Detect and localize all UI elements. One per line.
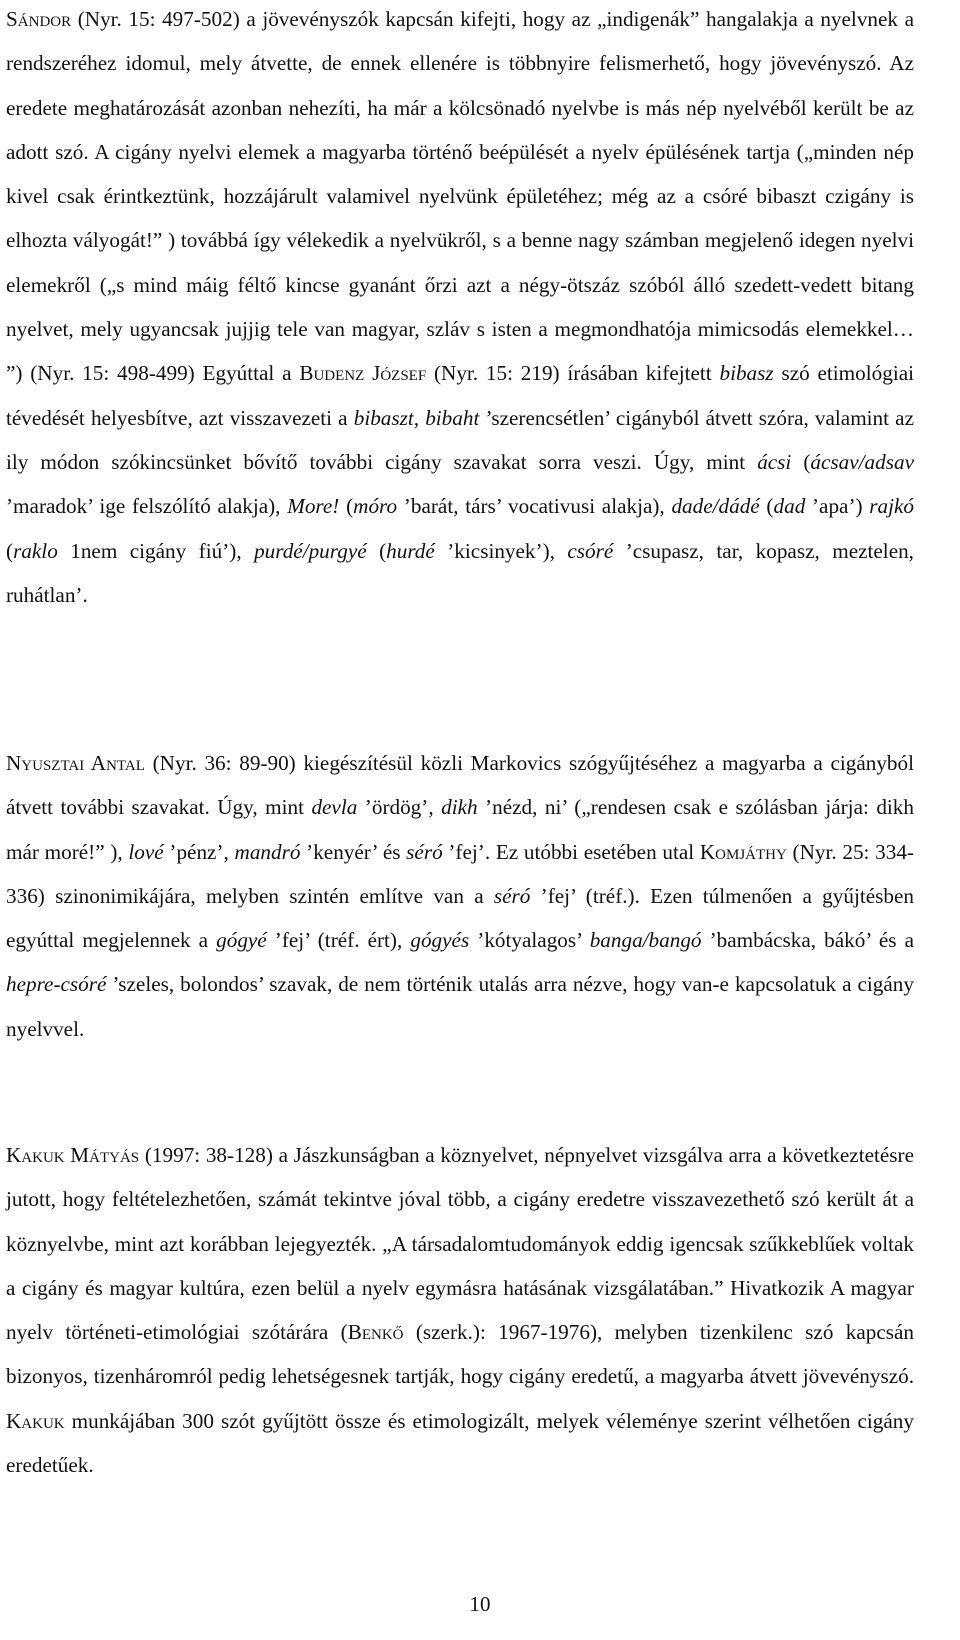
text-run: ’apa’) xyxy=(805,494,870,519)
italic-term: hurdé xyxy=(386,538,435,563)
author-name: Budenz József xyxy=(299,361,427,386)
italic-term: gógyés xyxy=(410,928,470,953)
text-run: (Nyr. 36: 89-90) kiegészítésül közli Markovics szógyűjtéséhez a magyarba a cigányból átvett további szavakat. Úgy, mint xyxy=(6,751,915,820)
author-name: Benkő xyxy=(347,1320,404,1345)
italic-term: séró xyxy=(406,839,443,864)
italic-term: mandró xyxy=(234,839,301,864)
italic-term: gógyé xyxy=(216,928,267,953)
paragraph-nyusztai xyxy=(6,741,914,1051)
italic-term: dad xyxy=(773,494,806,519)
text-run: ’kótyalagos’ xyxy=(469,928,590,953)
paragraph-kakuk xyxy=(6,1133,914,1487)
text-run: ’csupasz, tar, kopasz, meztelen, ruhátlan’. xyxy=(6,538,914,607)
text-run: ’ördög’, xyxy=(357,795,442,820)
page-number: 10 xyxy=(469,1592,491,1616)
text-run: ( xyxy=(6,538,14,563)
italic-term: dikh xyxy=(441,795,478,820)
text-run: ( xyxy=(759,494,774,519)
text-run: ’bambácska, bákó’ és a xyxy=(701,928,915,953)
author-name: Komjáthy xyxy=(699,839,787,864)
text-run: ’fej’ (tréf.). Ezen túlmenően a gyűjtésben egyúttal megjelennek a xyxy=(6,883,914,953)
text-run: (1997: 38-128) a Jászkunságban a köznyelvet, népnyelvet vizsgálva arra a következtetésre jutott, hogy feltételezhetően, számát tekintve jóval több, a cigány eredetre visszavezethető szó került át a köznyelvbe, mint azt korábban lejegyezték. „A társadalomtudományok eddig igencsak szűkkeblűek voltak a cigány és magyar kultúra, ezen belül a nyelv egymásra hatásának vizsgálatában.” Hivatkozik A magyar nyelv történeti-etimológiai szótárára ( xyxy=(6,1143,914,1345)
text-run: 1nem cigány fiú’), xyxy=(57,538,255,563)
paragraph-sandor xyxy=(6,0,914,617)
text-run: ( xyxy=(366,538,387,563)
italic-term: purdé/purgyé xyxy=(254,538,367,563)
italic-term: More! xyxy=(287,494,340,519)
italic-term: rajkó xyxy=(869,494,915,519)
italic-term: séró xyxy=(493,883,531,908)
text-run: ’fej’ (tréf. ért), xyxy=(266,928,411,953)
italic-term: banga/bangó xyxy=(589,928,702,953)
text-run: ’fej’. Ez utóbbi esetében utal xyxy=(442,839,700,864)
text-run: ’maradok’ ige felszólító alakja), xyxy=(6,494,288,519)
text-run: (szerk.): 1967-1976), melyben tizenkilenc szó kapcsán bizonyos, tizenháromról pedig lehetségesnek tartják, hogy cigány eredetű, a magyarba átvett jövevényszó. xyxy=(6,1320,914,1389)
text-run: ’pénz’, xyxy=(163,839,235,864)
italic-term: hepre-csóré xyxy=(6,972,107,997)
italic-term: csóré xyxy=(567,538,614,563)
text-run: ( xyxy=(791,449,811,474)
text-run: ’kicsinyek’), xyxy=(434,538,568,563)
text-run: (Nyr. 15: 497-502) a jövevényszók kapcsán kifejti, hogy az „indigenák” hangalakja a nyelvnek a rendszeréhez idomul, mely átvette, de ennek ellenére is többnyire felismerhető, hogy jövevényszó. Az eredete meghatározását azonban nehezíti, ha már a kölcsönadó nyelvbe is más nép nyelvéből került be az adott szó. A cigány nyelvi elemek a magyarba történő beépülését a nyelv épülésének tartja („minden nép kivel csak érintkeztünk, hozzájárult valamivel nyelvünk épületéhez; még az a csóré bibaszt czigány is elhozta vályogát!” ) továbbá így vélekedik a nyelvükről, s a benne nagy számban megjelenő idegen nyelvi elemekről („s mind máig féltő kincse gyanánt őrzi azt a négy-ötszáz szóból álló szedett-vedett bitang nyelvet, mely ugyancsak jujjig tele van magyar, szláv s isten a megmondhatója mimicsodás elemekkel… ”) (Nyr. 15: 498-499) Egyúttal a xyxy=(6,7,914,386)
italic-term: lové xyxy=(128,839,164,864)
italic-term: dade/dádé xyxy=(671,494,760,519)
author-name: Sándor xyxy=(6,7,72,31)
author-name: Kakuk Mátyás xyxy=(6,1143,140,1167)
text-run: ’barát, társ’ vocativusi alakja), xyxy=(397,494,672,519)
text-run: szó etimológiai tévedését helyesbítve, azt visszavezeti a xyxy=(6,361,914,430)
italic-term: ácsi xyxy=(757,449,792,474)
italic-term: raklo xyxy=(13,538,58,563)
author-name: Kakuk xyxy=(6,1408,65,1433)
italic-term: bibaszt, bibaht xyxy=(353,405,480,430)
text-run: ’kenyér’ és xyxy=(300,839,407,864)
text-run: ( xyxy=(339,494,354,519)
italic-term: móro xyxy=(353,494,398,519)
italic-term: ácsav/adsav xyxy=(810,449,914,474)
text-run: ’szerencsétlen’ cigányból átvett szóra, valamint az ily módon szókincsünket bővítő további cigány szavakat sorra veszi. Úgy, mint xyxy=(6,405,914,474)
text-run: (Nyr. 15: 219) írásában kifejtett xyxy=(426,361,720,386)
text-run: munkájában 300 szót gyűjtött össze és etimologizált, melyek véleménye szerint vélhetően cigány eredetűek. xyxy=(6,1408,914,1478)
italic-term: bibasz xyxy=(719,361,774,386)
italic-term: devla xyxy=(311,795,358,820)
text-run: ’nézd, ni’ („rendesen csak e szólásban járja: dikh már moré!” ), xyxy=(6,795,914,864)
text-run: ’szeles, bolondos’ szavak, de nem történik utalás arra nézve, hogy van-e kapcsolatuk a cigány nyelvvel. xyxy=(6,972,914,1041)
author-name: Nyusztai Antal xyxy=(6,751,145,775)
text-run: (Nyr. 25: 334-336) szinonimikájára, melyben szintén említve van a xyxy=(6,839,914,908)
